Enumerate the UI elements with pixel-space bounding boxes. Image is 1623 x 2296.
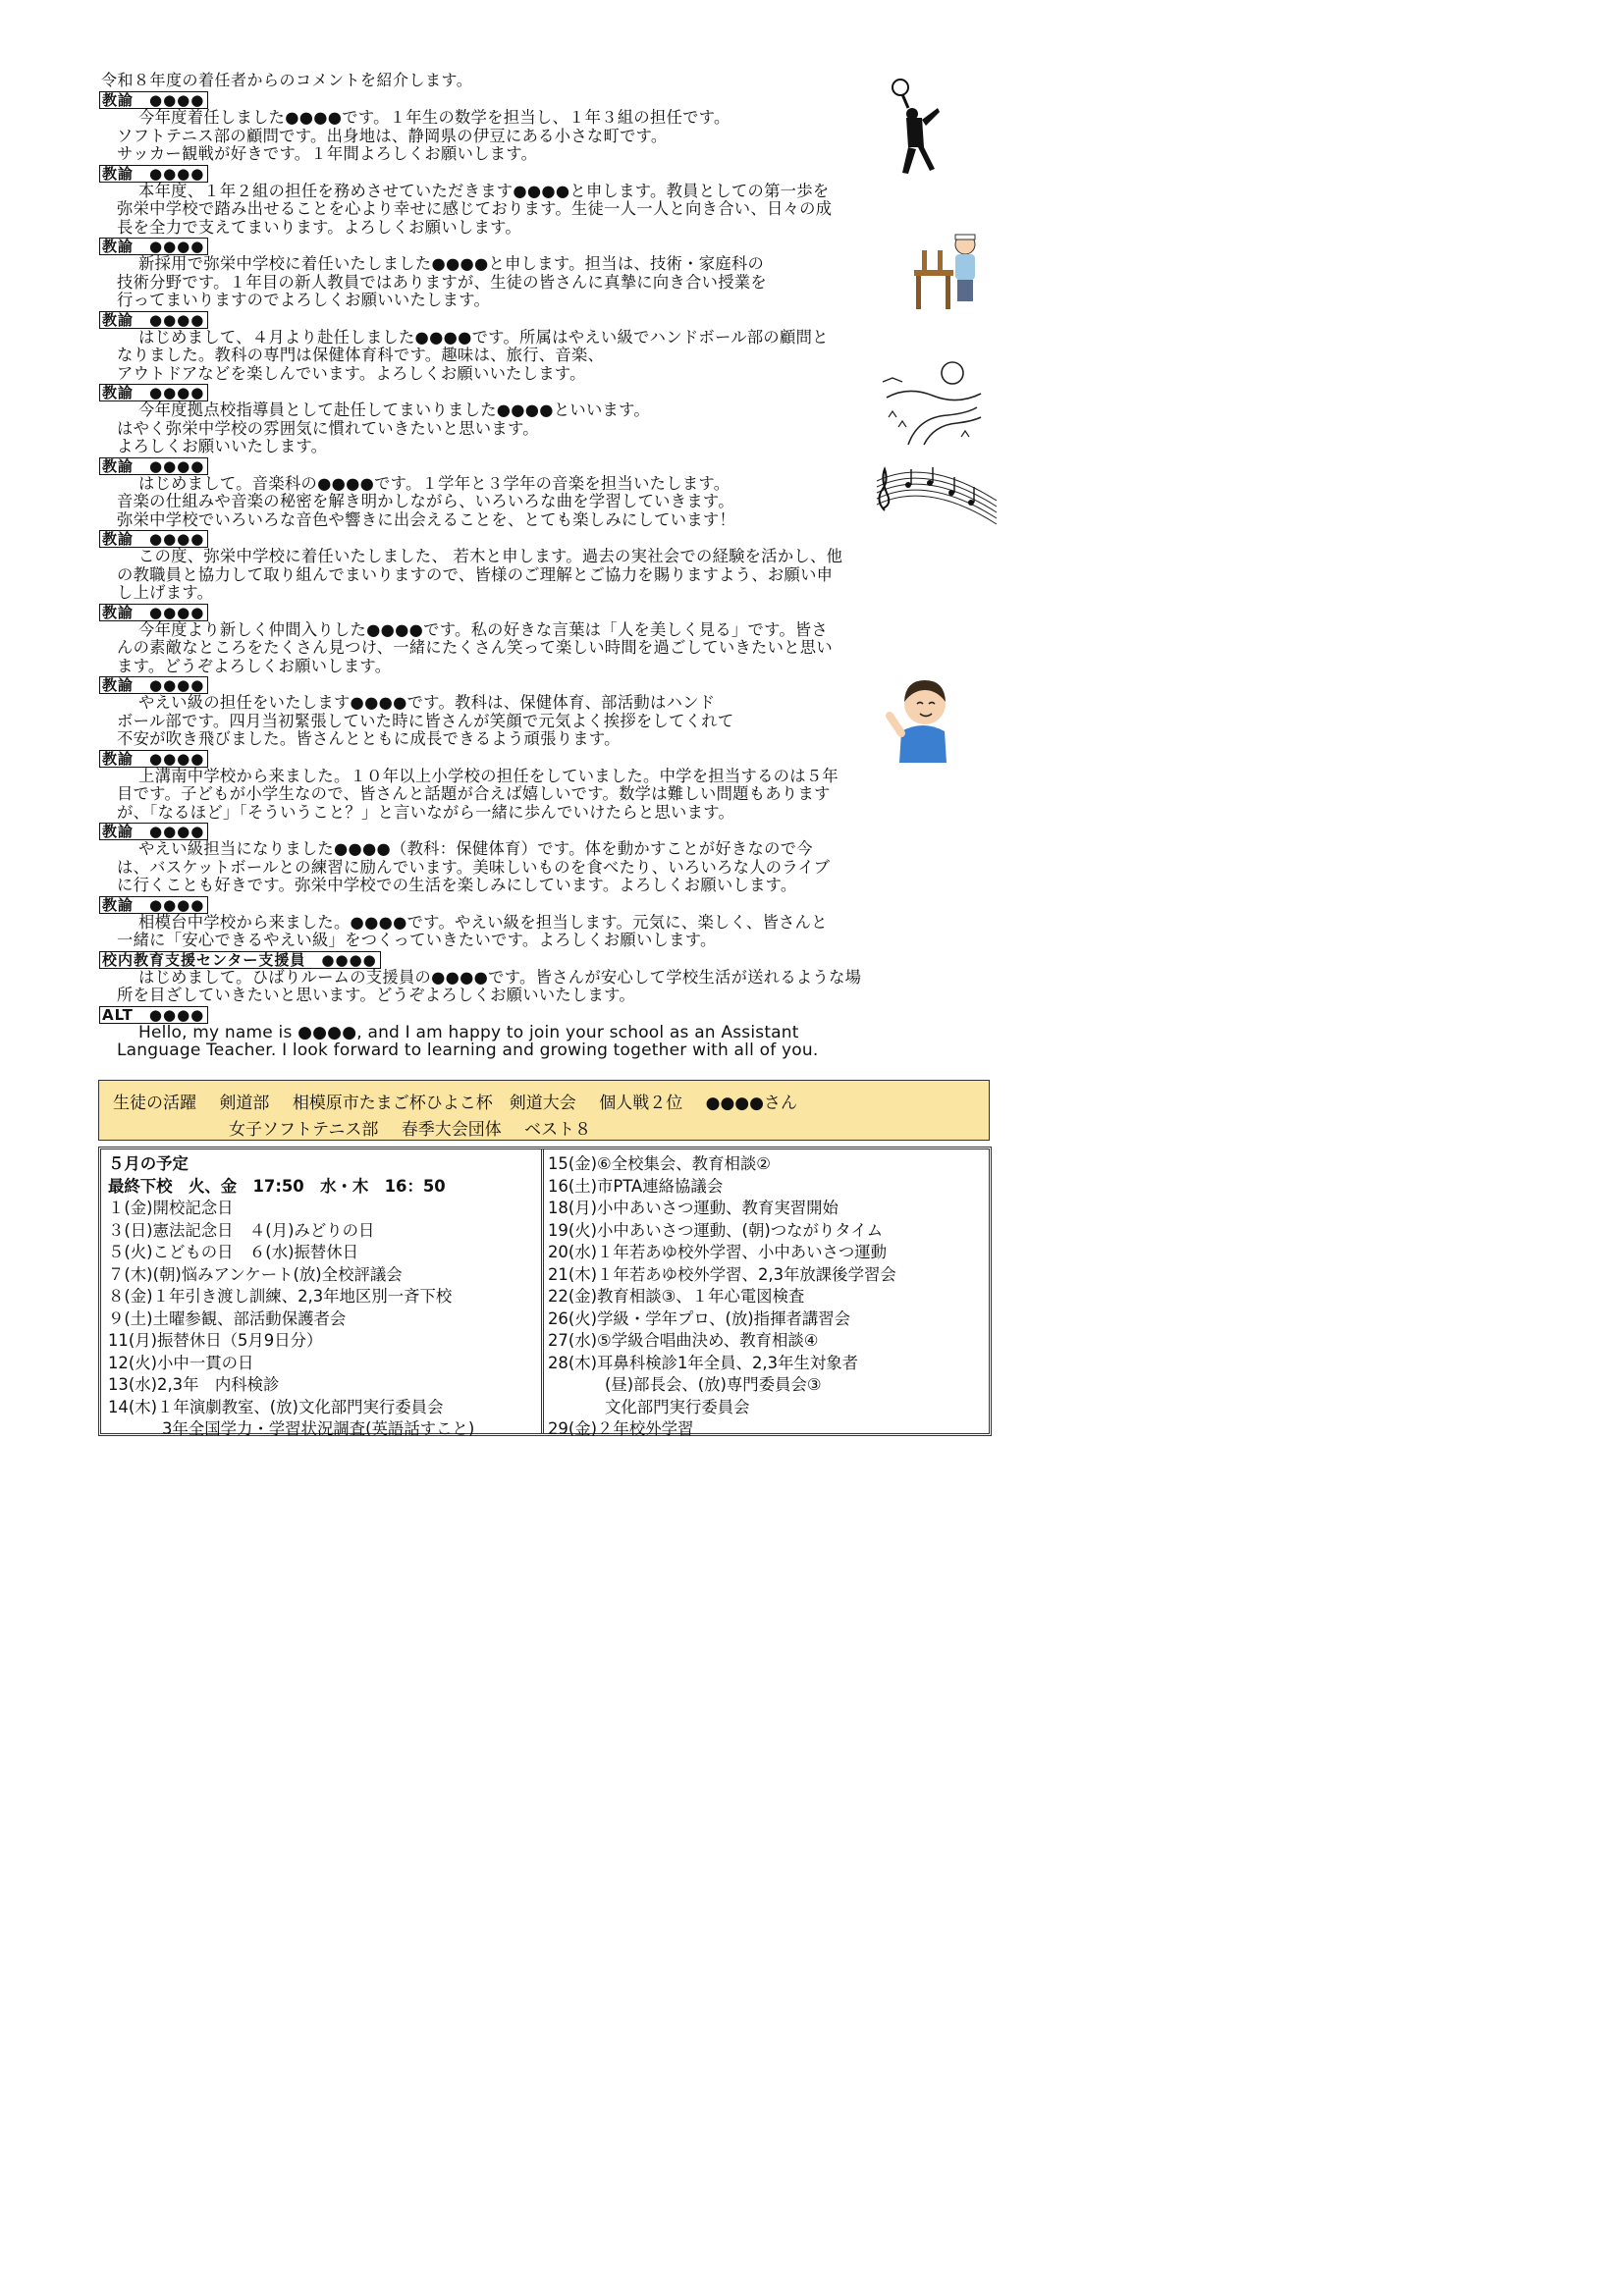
schedule-item: 22(金)教育相談③、１年心電図検査 (548, 1287, 805, 1306)
carpenter-icon (908, 231, 987, 314)
comment-line: 目です。子どもが小学生なので、皆さんと話題が合えば嬉しいです。数学は難しい問題もあります (117, 784, 831, 803)
tennis-player-icon (879, 79, 947, 177)
comment-line: 上溝南中学校から来ました。１０年以上小学校の担任をしていました。中学を担当するのは５年 (138, 766, 839, 785)
schedule-item: 文化部門実行委員会 (605, 1397, 750, 1416)
schedule-item: 15(金)⑥全校集会、教育相談② (548, 1154, 771, 1173)
comment-line: 今年度着任しました●●●●です。１年生の数学を担当し、１年３組の担任です。 (138, 108, 730, 127)
comment-line: し上げます。 (117, 583, 214, 602)
schedule-right-column (548, 1153, 986, 1441)
comment-line: 長を全力で支えてまいります。よろしくお願いします。 (117, 217, 521, 237)
activity-result: ベスト８ (524, 1120, 592, 1140)
entry-label: 教諭 ●●●● (99, 823, 208, 840)
comment-line: 弥栄中学校で踏み出せることを心より幸せに感じております。生徒一人一人と向き合い、日々の成 (117, 199, 833, 218)
may-schedule-table (98, 1147, 992, 1436)
schedule-item: ７(木)(朝)悩みアンケート(放)全校評議会 (108, 1264, 403, 1284)
schedule-item: ５(火)こどもの日 ６(水)振替休日 (108, 1243, 359, 1261)
column-divider (541, 1149, 544, 1433)
schedule-item: ３(日)憲法記念日 ４(月)みどりの日 (108, 1220, 375, 1240)
entry-label: 教諭 ●●●● (99, 896, 208, 914)
entry-label: 教諭 ●●●● (99, 91, 208, 109)
comment-line: 行ってまいりますのでよろしくお願いいたします。 (117, 291, 491, 309)
comment-entry (99, 749, 988, 823)
comment-line: 技術分野です。１年目の新人教員ではありますが、生徒の皆さんに真摯に向き合い授業を (117, 272, 767, 292)
comment-line: アウトドアなどを楽しんでいます。よろしくお願いいたします。 (117, 363, 586, 383)
comment-line: ボール部です。四月当初緊張していた時に皆さんが笑顔で元気よく挨拶をしてくれて (117, 711, 734, 730)
activity-club: 剣道部 (219, 1094, 270, 1113)
schedule-item: 16(土)市PTA連絡協議会 (548, 1176, 724, 1196)
schedule-item: １(金)開校記念日 (108, 1199, 234, 1217)
comment-entry (99, 237, 988, 310)
comment-line: 弥栄中学校でいろいろな音色や響きに出会えることを、とても楽しみにしています！ (117, 509, 736, 529)
schedule-left-column (108, 1153, 536, 1441)
schedule-heading: ５月の予定 (108, 1154, 189, 1173)
student-activity-banner (98, 1080, 990, 1141)
schedule-item: 21(木)１年若あゆ校外学習、2,3年放課後学習会 (548, 1264, 896, 1284)
entry-label: 教諭 ●●●● (99, 530, 208, 548)
comment-line: 本年度、１年２組の担任を務めさせていただきます●●●●と申します。教員としての第一歩を (138, 181, 830, 200)
entry-label: 教諭 ●●●● (99, 238, 208, 255)
comment-line: 音楽の仕組みや音楽の秘密を解き明かしながら、いろいろな曲を学習していきます。 (117, 492, 734, 510)
schedule-item: 13(水)2,3年 内科検診 (108, 1375, 280, 1394)
comment-line: よろしくお願いいたします。 (117, 437, 328, 455)
comment-entry (99, 675, 988, 749)
comment-line: ます。どうぞよろしくお願いします。 (117, 656, 392, 675)
teacher-comments (99, 90, 988, 1060)
schedule-item: 28(木)耳鼻科検診1年全員、2,3年生対象者 (548, 1353, 858, 1372)
schedule-item: ８(金)１年引き渡し訓練、2,3年地区別一斉下校 (108, 1287, 453, 1306)
activity-event: 相模原市たまご杯ひよこ杯 剣道大会 (292, 1094, 576, 1113)
entry-label: 教諭 ●●●● (99, 311, 208, 329)
comment-entry (99, 310, 988, 384)
schedule-item: 19(火)小中あいさつ運動、(朝)つながりタイム (548, 1220, 884, 1240)
landscape-sun-icon (879, 358, 987, 447)
comment-line: は、バスケットボールとの練習に励んでいます。美味しいものを食べたり、いろいろな人のライブ (117, 857, 831, 877)
comment-line: Hello, my name is ●●●●, and I am happy to join your school as an Assistant (138, 1022, 799, 1042)
comment-line: サッカー観戦が好きです。１年間よろしくお願いします。 (117, 144, 538, 163)
comment-entry (99, 895, 988, 950)
comment-line: やえい級担当になりました●●●●（教科：保健体育）です。体を動かすことが好きなので今 (138, 839, 813, 858)
comment-entry (99, 950, 988, 1005)
activity-row (113, 1089, 797, 1113)
activity-event: 春季大会団体 (401, 1120, 502, 1140)
comment-entry (99, 383, 988, 456)
schedule-item: 12(火)小中一貫の日 (108, 1353, 254, 1372)
activity-row (229, 1115, 591, 1140)
entry-label: 教諭 ●●●● (99, 165, 208, 183)
comment-line: はじめまして。ひばりルームの支援員の●●●●です。皆さんが安心して学校生活が送れるような場 (138, 967, 862, 987)
comment-line: 新採用で弥栄中学校に着任いたしました●●●●と申します。担当は、技術・家庭科の (138, 254, 765, 273)
comment-entry (99, 164, 988, 238)
comment-line: 相模台中学校から来ました。●●●●です。やえい級を担当します。元気に、楽しく、皆さんと (138, 912, 828, 932)
comment-entry (99, 529, 988, 603)
waving-boy-icon (884, 672, 962, 763)
entry-label: 教諭 ●●●● (99, 750, 208, 768)
entry-label: 教諭 ●●●● (99, 676, 208, 694)
entry-label: 教諭 ●●●● (99, 457, 208, 475)
comment-line: Language Teacher. I look forward to learning and growing together with all of you. (117, 1041, 819, 1060)
schedule-item: (昼)部長会、(放)専門委員会③ (605, 1375, 822, 1394)
entry-label: 校内教育支援センター支援員 ●●●● (99, 951, 381, 969)
newsletter-page (0, 0, 1080, 1528)
schedule-item: 18(月)小中あいさつ運動、教育実習開始 (548, 1199, 839, 1217)
comment-line: はやく弥栄中学校の雰囲気に慣れていきたいと思います。 (117, 418, 539, 438)
comment-entry (99, 603, 988, 676)
comment-line: この度、弥栄中学校に着任いたしました、 若木と申します。過去の実社会での経験を活かし、他 (138, 547, 843, 565)
comment-entry (99, 822, 988, 895)
dismissal-time: 最終下校 火、金 17:50 水・木 16：50 (108, 1176, 446, 1196)
comment-line: ソフトテニス部の顧問です。出身地は、静岡県の伊豆にある小さな町です。 (117, 126, 668, 145)
activity-club: 女子ソフトテニス部 (229, 1120, 379, 1140)
entry-label: 教諭 ●●●● (99, 604, 208, 621)
comment-line: やえい級の担任をいたします●●●●です。教科は、保健体育、部活動はハンド (138, 693, 716, 712)
activity-student-name: ●●●●さん (705, 1094, 797, 1113)
schedule-item: 3年全国学力・学習状況調査(英語話すこと) (162, 1419, 475, 1438)
intro-text: 令和８年度の着任者からのコメントを紹介します。 (101, 71, 473, 89)
activity-title: 生徒の活躍 (113, 1094, 196, 1113)
comment-line: はじめまして。音楽科の●●●●です。１学年と３学年の音楽を担当いたします。 (138, 473, 730, 493)
schedule-item: 26(火)学級・学年プロ、(放)指揮者講習会 (548, 1308, 851, 1328)
comment-line: に行くことも好きです。弥栄中学校での生活を楽しみにしています。よろしくお願いします。 (117, 876, 797, 894)
entry-label: 教諭 ●●●● (99, 384, 208, 401)
comment-line: 不安が吹き飛びました。皆さんとともに成長できるよう頑張ります。 (117, 729, 621, 748)
comment-line: の教職員と協力して取り組んでまいりますので、皆様のご理解とご協力を賜りますよう、お願い申 (117, 564, 834, 584)
entry-label: ALT ●●●● (99, 1006, 208, 1024)
comment-line: 今年度拠点校指導員として赴任してまいりました●●●●といいます。 (138, 400, 651, 419)
schedule-item: 14(木)１年演劇教室、(放)文化部門実行委員会 (108, 1397, 444, 1416)
schedule-item: 29(金)２年校外学習 (548, 1419, 694, 1438)
comment-line: 所を目ざしていきたいと思います。どうぞよろしくお願いいたします。 (117, 986, 635, 1004)
schedule-item: 20(水)１年若あゆ校外学習、小中あいさつ運動 (548, 1243, 888, 1261)
activity-result: 個人戦２位 (599, 1094, 683, 1113)
comment-line: 一緒に「安心できるやえい級」をつくっていきたいです。よろしくお願いします。 (117, 931, 717, 949)
comment-entry (99, 1005, 988, 1060)
comment-line: が、「なるほど」「そういうこと？」と言いながら一緒に歩んでいけたらと思います。 (117, 802, 735, 822)
schedule-item: ９(土)土曜参観、部活動保護者会 (108, 1308, 347, 1328)
comment-entry (99, 90, 988, 164)
comment-entry (99, 456, 988, 530)
comment-line: 今年度より新しく仲間入りした●●●●です。私の好きな言葉は「人を美しく見る」です。皆さ (138, 619, 829, 639)
schedule-item: 11(月)振替休日（5月9日分） (108, 1331, 323, 1350)
comment-line: はじめまして、４月より赴任しました●●●●です。所属はやえい級でハンドボール部の顧問と (138, 327, 829, 347)
schedule-item: 27(水)⑤学級合唱曲決め、教育相談④ (548, 1331, 819, 1350)
comment-line: なりました。教科の専門は保健体育科です。趣味は、旅行、音楽、 (117, 346, 605, 364)
comment-line: んの素敵なところをたくさん見つけ、一緒にたくさん笑って楽しい時間を過ごしていきたいと思い (117, 638, 833, 657)
music-notes-icon (869, 461, 1001, 530)
